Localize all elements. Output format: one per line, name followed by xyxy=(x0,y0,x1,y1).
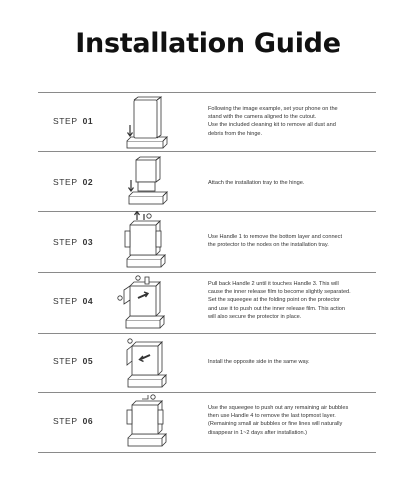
step-number: 06 xyxy=(82,416,94,426)
step-03 xyxy=(38,211,376,272)
description-line: (Remaining small air bubbles or fine lines will naturally xyxy=(208,421,343,428)
step-word: STEP xyxy=(53,356,78,366)
description-line: Attach the installation tray to the hinge. xyxy=(208,180,305,186)
opposite-side-icon xyxy=(116,335,172,391)
description-line: stand with the camera aligned to the cutout. xyxy=(208,114,317,121)
squeegee-push-icon xyxy=(114,274,170,332)
step-description xyxy=(208,404,378,437)
step-description xyxy=(208,233,378,249)
step-06 xyxy=(38,392,376,452)
step-number: 01 xyxy=(82,116,94,126)
page-title: Installation Guide xyxy=(75,28,341,59)
step-label xyxy=(53,237,93,247)
step-description xyxy=(208,358,378,366)
step-label xyxy=(53,356,93,366)
description-line: and use it to push out the inner release film. This action xyxy=(208,305,346,312)
divider xyxy=(38,452,376,453)
description-line: Use the included cleaning kit to remove all dust and xyxy=(208,122,336,129)
step-word: STEP xyxy=(53,416,78,426)
step-label xyxy=(53,116,93,126)
step-02 xyxy=(38,151,376,211)
step-04 xyxy=(38,272,376,333)
step-label xyxy=(53,416,93,426)
description-line: debris from the hinge. xyxy=(208,130,263,137)
step-word: STEP xyxy=(53,116,78,126)
description-line: Set the squeegee at the folding point on the protector xyxy=(208,297,340,304)
step-description xyxy=(208,179,378,187)
description-line: the protector to the nodes on the installation tray. xyxy=(208,242,329,249)
step-word: STEP xyxy=(53,296,78,306)
description-line: cause the inner release film to become slightly separated. xyxy=(208,289,351,296)
handle-1-peel-icon xyxy=(117,211,173,271)
step-description xyxy=(208,105,378,138)
step-word: STEP xyxy=(53,237,78,247)
description-line: Pull back Handle 2 until it touches Handle 3. This will xyxy=(208,281,339,287)
step-01 xyxy=(38,92,376,151)
step-word: STEP xyxy=(53,177,78,187)
step-number: 04 xyxy=(82,296,94,306)
tray-attach-icon xyxy=(117,154,173,210)
description-line: Following the image example, set your phone on the xyxy=(208,106,338,112)
step-label xyxy=(53,177,93,187)
step-number: 03 xyxy=(82,237,94,247)
description-line: Use Handle 1 to remove the bottom layer and connect xyxy=(208,234,343,240)
description-line: disappear in 1~2 days after installation.) xyxy=(208,429,308,436)
step-number: 05 xyxy=(82,356,94,366)
description-line: Use the squeegee to push out any remaining air bubbles xyxy=(208,405,349,411)
description-line: then use Handle 4 to remove the last topmost layer. xyxy=(208,413,336,420)
step-label xyxy=(53,296,93,306)
description-line: Install the opposite side in the same way. xyxy=(208,359,310,365)
step-number: 02 xyxy=(82,177,94,187)
step-description xyxy=(208,280,378,321)
description-line: will also secure the protector in place. xyxy=(208,313,302,320)
step-05 xyxy=(38,333,376,392)
phone-on-stand-icon xyxy=(117,95,173,151)
final-layer-removal-icon xyxy=(116,394,172,450)
